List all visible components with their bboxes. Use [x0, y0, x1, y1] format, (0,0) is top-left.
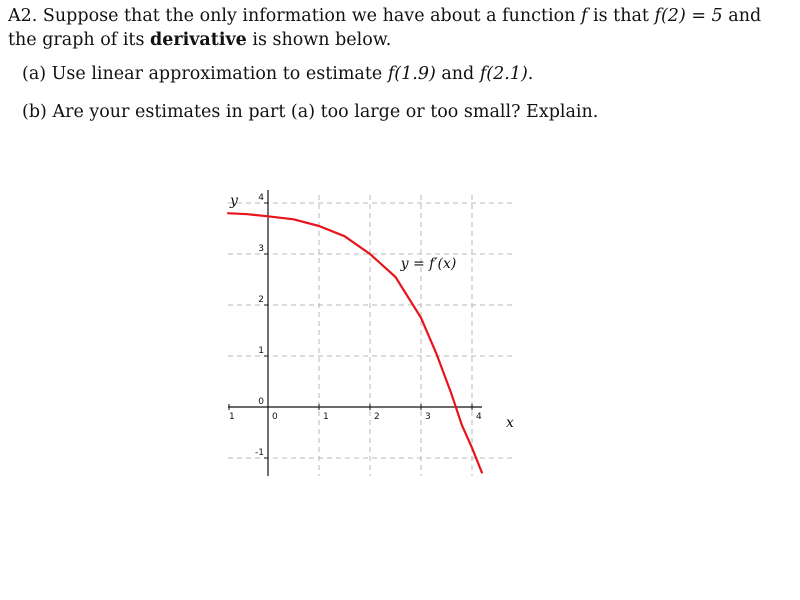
function-symbol: f: [580, 6, 588, 26]
y-tick-label: 4: [258, 193, 264, 203]
part-a-text: Use linear approximation to estimate: [51, 64, 388, 84]
grid: [228, 195, 512, 476]
problem-text-3: and: [722, 6, 762, 26]
bold-derivative: derivative: [150, 30, 247, 50]
problem-text-5: is shown below.: [246, 30, 392, 50]
part-a-end: .: [527, 64, 534, 84]
part-a-label: (a): [22, 64, 47, 84]
x-tick-label: 0: [272, 412, 278, 422]
part-a-expr-2: f(2.1): [479, 64, 528, 84]
derivative-curve: [227, 213, 482, 473]
problem-text-1: Suppose that the only information we have about a function: [42, 6, 581, 26]
x-tick-label: 4: [476, 412, 482, 422]
problem-text-4: the graph of its: [8, 30, 151, 50]
y-tick-label: 2: [258, 295, 264, 305]
curve-label: y = f′(x): [400, 256, 457, 272]
part-a-and: and: [435, 64, 480, 84]
problem-text-2: is that: [587, 6, 655, 26]
part-b-text: Are your estimates in part (a) too large or too small? Explain.: [52, 102, 599, 122]
tick-labels: [229, 193, 482, 458]
x-tick-label: 3: [425, 412, 431, 422]
curve-layer: [227, 213, 482, 473]
y-tick-label: 0: [258, 397, 264, 407]
problem-label: A2.: [8, 6, 38, 26]
y-tick-label: -1: [255, 448, 264, 458]
y-axis-label: y: [230, 193, 238, 209]
part-b-label: (b): [22, 102, 47, 122]
given-condition: f(2) = 5: [654, 6, 723, 26]
x-tick-label: 1: [323, 412, 329, 422]
x-axis-label: x: [506, 415, 514, 431]
y-tick-label: 1: [258, 346, 264, 356]
part-a-expr-1: f(1.9): [387, 64, 436, 84]
x-tick-label: 2: [374, 412, 380, 422]
axes: [228, 190, 482, 476]
y-tick-label: 3: [258, 244, 264, 254]
x-tick-label: 1: [229, 412, 235, 422]
